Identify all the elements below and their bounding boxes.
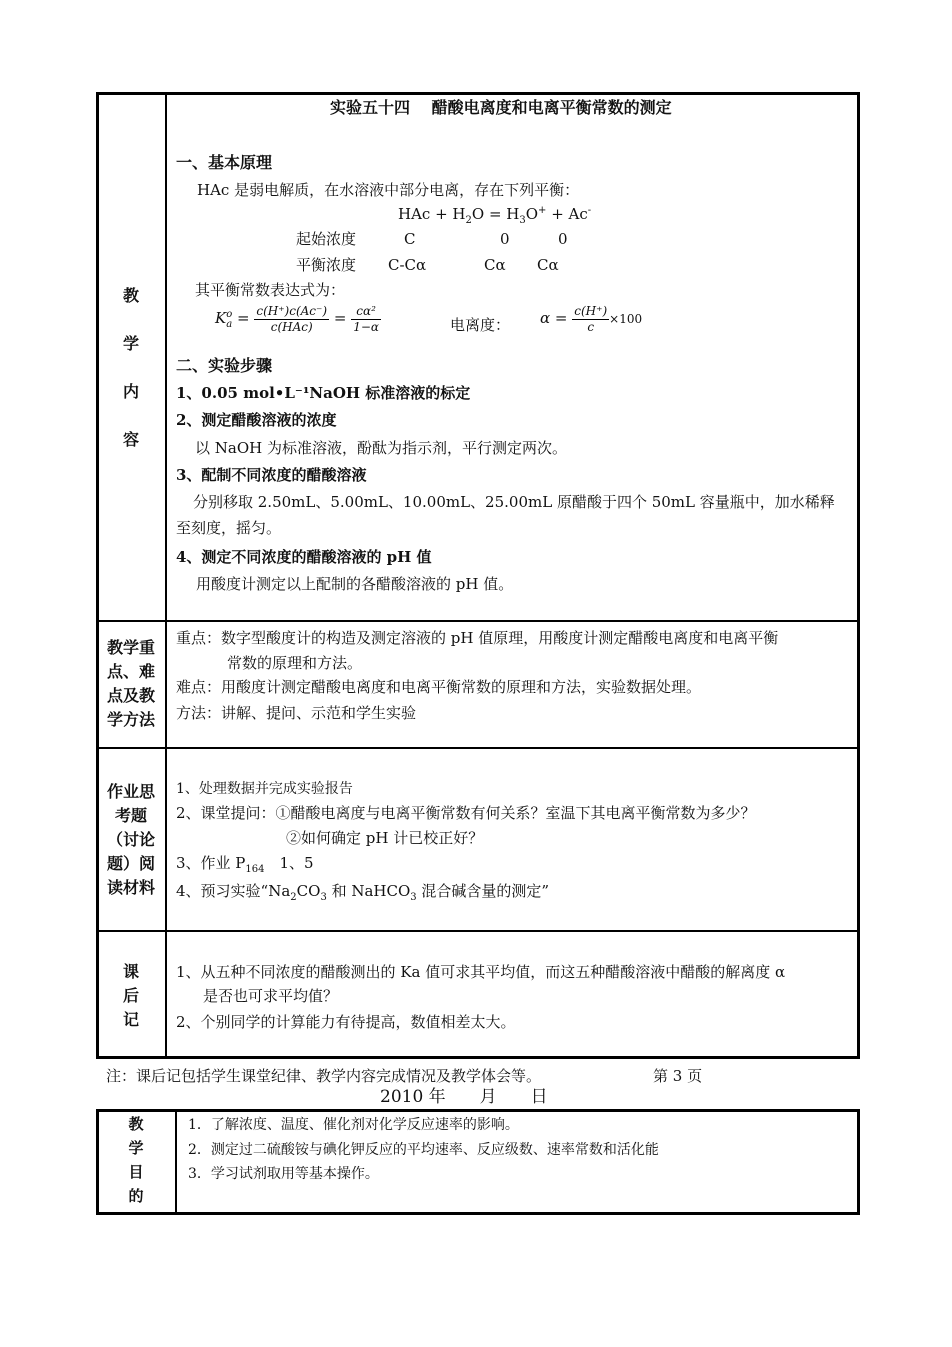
step-text: 以 NaOH 为标准溶液，酚酞为指示剂，平行测定两次。 <box>195 439 567 457</box>
focus-text-cont: 常数的原理和方法。 <box>227 654 363 672</box>
initial-conc-0b: 0 <box>558 230 568 248</box>
initial-conc-label: 起始浓度 <box>296 230 357 248</box>
homework-item: 2、课堂提问：①醋酸电离度与电离平衡常数有何关系？室温下其电离平衡常数为多少？ <box>176 804 756 822</box>
afterclass-item: 是否也可求平均值？ <box>203 987 339 1005</box>
initial-conc-c: C <box>404 230 416 248</box>
step-heading: 2、测定醋酸溶液的浓度 <box>176 411 337 429</box>
homework-item: 4、预习实验“$Na_2CO_3$ 和 NaHCO$_3$ 混合碱含量的测定” <box>176 882 550 903</box>
equilibrium-equation: HAc + $H_2O = H_3O^+ + Ac^-$ <box>398 205 592 226</box>
date-line: 2010 年 月 日 <box>380 1087 548 1107</box>
alpha-formula: α = $\frac{c(H^+)}{c}$ ×100 <box>540 303 643 334</box>
afterclass-item: 1、从五种不同浓度的醋酸测出的 Ka 值可求其平均值，而这五种醋酸溶液中醋酸的解离度 α <box>176 963 786 981</box>
equil-conc-b: Cα <box>484 256 506 274</box>
row-divider <box>97 930 859 932</box>
row-divider <box>97 747 859 749</box>
label-key-points: 教学重 点、难 点及教 学方法 <box>106 638 155 729</box>
step-text: 分别移取 2.50mL、5.00mL、10.00mL、25.00mL 原醋酸于四个 50mL 容量瓶中，加水稀释 <box>193 493 835 511</box>
focus-text: 重点：数字型酸度计的构造及测定溶液的 pH 值原理，用酸度计测定醋酸电离度和电离平衡 <box>176 629 779 647</box>
initial-conc-0a: 0 <box>500 230 510 248</box>
table-column-divider <box>165 93 167 1058</box>
objective-item: 3．学习试剂取用等基本操作。 <box>188 1166 379 1182</box>
section-heading: 二、实验步骤 <box>176 356 273 375</box>
step-heading: 1、0.05 mol•L⁻¹NaOH 标准溶液的标定 <box>176 384 471 402</box>
homework-item: ②如何确定 pH 计已校正好？ <box>286 829 484 847</box>
label-content: 教 学 内 容 <box>122 286 139 449</box>
label-objectives: 教 学 目 的 <box>128 1115 144 1205</box>
footer-note: 注：课后记包括学生课堂纪律、教学内容完成情况及教学体会等。 <box>106 1067 542 1085</box>
ka-formula: $K^o_a$ = $\frac{c(H^+)c(Ac^-)}{\text{c(HAc)}}$ = $\frac{\text{cα²}}{1-\alpha}$ <box>215 303 379 334</box>
constant-intro: 其平衡常数表达式为： <box>195 281 346 299</box>
step-text: 至刻度，摇匀。 <box>176 519 282 537</box>
objective-item: 2．测定过二硫酸铵与碘化钾反应的平均速率、反应级数、速率常数和活化能 <box>188 1142 659 1158</box>
section-heading: 一、基本原理 <box>176 153 273 172</box>
homework-item: 3、作业 $P_{164}$ 1、5 <box>176 854 314 875</box>
homework-item: 1、处理数据并完成实验报告 <box>176 781 353 797</box>
step-heading: 3、配制不同浓度的醋酸溶液 <box>176 466 367 484</box>
objective-item: 1．了解浓度、温度、催化剂对化学反应速率的影响。 <box>188 1117 519 1133</box>
table-column-divider <box>175 1110 177 1214</box>
label-homework: 作业思 考题 （讨论 题）阅 读材料 <box>106 782 155 897</box>
step-text: 用酸度计测定以上配制的各醋酸溶液的 pH 值。 <box>196 575 514 593</box>
afterclass-item: 2、个别同学的计算能力有待提高，数值相差太大。 <box>176 1013 516 1031</box>
step-heading: 4、测定不同浓度的醋酸溶液的 pH 值 <box>176 548 432 566</box>
experiment-title: 实验五十四 醋酸电离度和电离平衡常数的测定 <box>330 98 672 117</box>
intro-text: HAc 是弱电解质，在水溶液中部分电离，存在下列平衡： <box>197 181 580 199</box>
page-number: 第 3 页 <box>653 1067 703 1085</box>
label-afterclass: 课 后 记 <box>122 962 139 1029</box>
row-divider <box>97 620 859 622</box>
equil-conc-c: Cα <box>537 256 559 274</box>
degree-label: 电离度： <box>450 316 511 334</box>
difficulty-text: 难点：用酸度计测定醋酸电离度和电离平衡常数的原理和方法，实验数据处理。 <box>176 678 702 696</box>
equil-conc-a: C-Cα <box>388 256 427 274</box>
equil-conc-label: 平衡浓度 <box>296 256 357 274</box>
method-text: 方法：讲解、提问、示范和学生实验 <box>176 704 417 722</box>
